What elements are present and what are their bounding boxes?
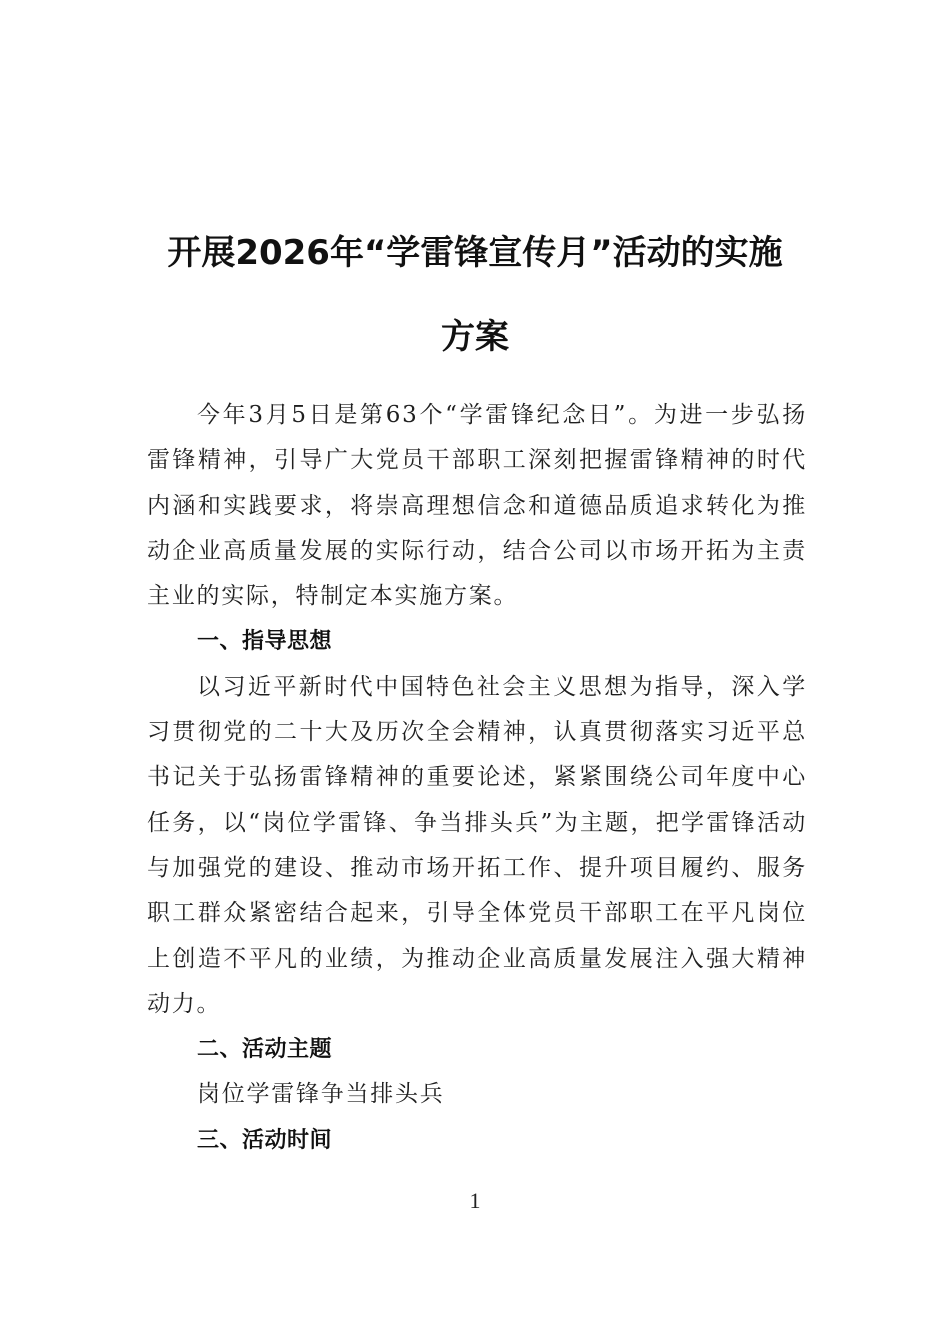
intro-paragraph: 今年3月5日是第63个“学雷锋纪念日”。为进一步弘扬雷锋精神，引导广大党员干部职工深刻把握雷锋精神的时代内涵和实践要求，将崇高理想信念和道德品质追求转化为推动企业高质量发展的实际行动，结合公司以市场开拓为主责主业的实际，特制定本实施方案。	[147, 402, 807, 610]
section-heading-activity-time: 三、活动时间	[197, 1127, 333, 1153]
page-number: 1	[469, 1188, 481, 1213]
section-heading-activity-theme: 二、活动主题	[197, 1037, 333, 1063]
guiding-thought-paragraph: 以习近平新时代中国特色社会主义思想为指导，深入学习贯彻党的二十大及历次全会精神，认真贯彻落实习近平总书记关于弘扬雷锋精神的重要论述，紧紧围绕公司年度中心任务，以“岗位学雷锋、争当排头兵”为主题，把学雷锋活动与加强党的建设、推动市场开拓工作、提升项目履约、服务职工群众紧密结合起来，引导全体党员干部职工在平凡岗位上创造不平凡的业绩，为推动企业高质量发展注入强大精神动力。	[147, 673, 807, 1017]
title-line-1: 开展2026年“学雷锋宣传月”活动的实施	[167, 232, 783, 273]
section-heading-guiding-thought: 一、指导思想	[197, 629, 333, 655]
title-line-2: 方案	[441, 316, 509, 357]
activity-theme-paragraph: 岗位学雷锋争当排头兵	[197, 1081, 445, 1108]
document-title	[130, 211, 820, 379]
document-body	[147, 393, 807, 1163]
